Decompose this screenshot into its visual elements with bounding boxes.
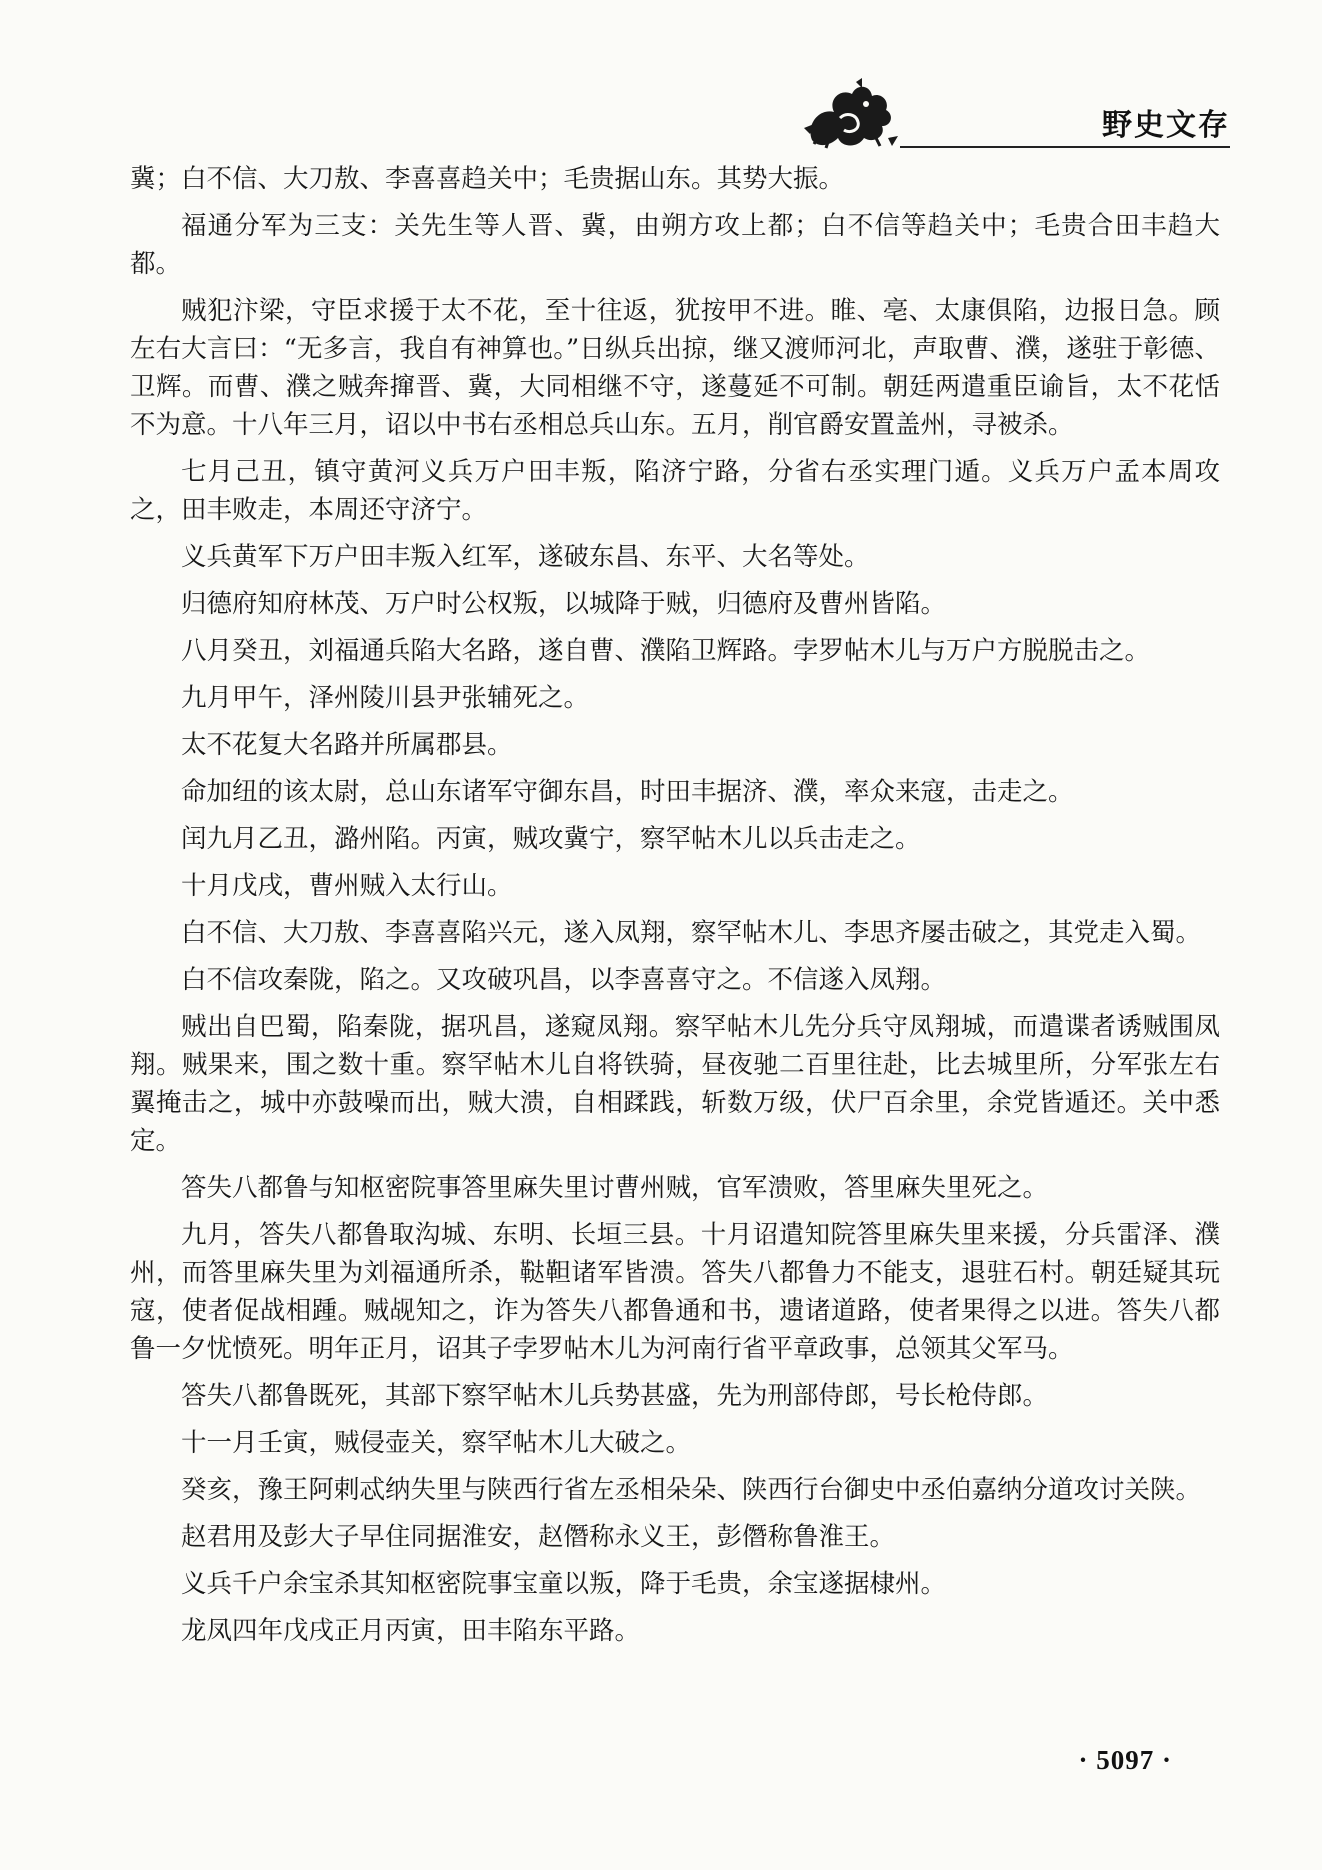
running-header [800, 78, 1230, 158]
paragraph: 八月癸丑，刘福通兵陷大名路，遂自曹、濮陷卫辉路。孛罗帖木儿与万户方脱脱击之。 [181, 636, 1151, 666]
dragon-emblem-icon [800, 78, 900, 158]
paragraph: 赵君用及彭大子早住同据淮安，赵僭称永义王，彭僭称鲁淮王。 [181, 1522, 896, 1552]
paragraph: 太不花复大名路并所属郡县。 [181, 730, 513, 760]
paragraph: 十一月壬寅，贼侵壶关，察罕帖木儿大破之。 [181, 1428, 692, 1458]
paragraph: 冀；白不信、大刀敖、李喜喜趋关中；毛贵据山东。其势大振。 [130, 164, 845, 194]
paragraph: 命加纽的该太尉，总山东诸军守御东昌，时田丰据济、濮，率众来寇，击走之。 [181, 777, 1074, 807]
paragraph: 九月甲午，泽州陵川县尹张辅死之。 [181, 683, 590, 713]
body-text [130, 160, 1220, 1659]
paragraph: 闰九月乙丑，潞州陷。丙寅，贼攻冀宁，察罕帖木儿以兵击走之。 [181, 824, 921, 854]
page-number: · 5097 · [1078, 1745, 1172, 1775]
paragraph: 癸亥，豫王阿剌忒纳失里与陕西行省左丞相朵朵、陕西行台御史中丞伯嘉纳分道攻讨关陕。 [181, 1475, 1202, 1505]
paragraph: 白不信攻秦陇，陷之。又攻破巩昌，以李喜喜守之。不信遂入凤翔。 [181, 965, 947, 995]
paragraph: 贼出自巴蜀，陷秦陇，据巩昌，遂窥凤翔。察罕帖木儿先分兵守凤翔城，而遣谍者诱贼围凤翔。贼果来，围之数十重。察罕帖木儿自将铁骑，昼夜驰二百里往赴，比去城里所，分军张左右翼掩击之，城中亦鼓噪而出，贼大溃，自相蹂践，斩数万级，伏尸百余里，余党皆遁还。关中悉定。 [130, 1012, 1220, 1156]
paragraph: 答失八都鲁既死，其部下察罕帖木儿兵势甚盛，先为刑部侍郎，号长枪侍郎。 [181, 1381, 1049, 1411]
paragraph: 归德府知府林茂、万户时公权叛，以城降于贼，归德府及曹州皆陷。 [181, 589, 947, 619]
paragraph: 七月己丑，镇守黄河义兵万户田丰叛，陷济宁路，分省右丞实理门遁。义兵万户孟本周攻之，田丰败走，本周还守济宁。 [130, 457, 1220, 525]
paragraph: 答失八都鲁与知枢密院事答里麻失里讨曹州贼，官军溃败，答里麻失里死之。 [181, 1173, 1049, 1203]
paragraph: 贼犯汴梁，守臣求援于太不花，至十往返，犹按甲不进。睢、亳、太康俱陷，边报日急。顾左右大言曰：“无多言，我自有神算也。”日纵兵出掠，继又渡师河北，声取曹、濮，遂驻于彰德、卫辉。而曹、濮之贼奔撺晋、冀，大同相继不守，遂蔓延不可制。朝廷两遣重臣谕旨，太不花恬不为意。十八年三月，诏以中书右丞相总兵山东。五月，削官爵安置盖州，寻被杀。 [130, 296, 1220, 440]
paragraph: 十月戊戌，曹州贼入太行山。 [181, 871, 513, 901]
paragraph: 白不信、大刀敖、李喜喜陷兴元，遂入凤翔，察罕帖木儿、李思齐屡击破之，其党走入蜀。 [181, 918, 1202, 948]
series-title: 野史文存 [1102, 108, 1230, 143]
paragraph: 福通分军为三支：关先生等人晋、冀，由朔方攻上都；白不信等趋关中；毛贵合田丰趋大都。 [130, 211, 1220, 279]
paragraph: 龙凤四年戊戌正月丙寅，田丰陷东平路。 [181, 1616, 641, 1646]
header-rule [900, 146, 1230, 148]
paragraph: 义兵黄军下万户田丰叛入红军，遂破东昌、东平、大名等处。 [181, 542, 870, 572]
paragraph: 九月，答失八都鲁取沟城、东明、长垣三县。十月诏遣知院答里麻失里来援，分兵雷泽、濮州，而答里麻失里为刘福通所杀，鞑靼诸军皆溃。答失八都鲁力不能支，退驻石村。朝廷疑其玩寇，使者促战相踵。贼觇知之，诈为答失八都鲁通和书，遗诸道路，使者果得之以进。答失八都鲁一夕忧愤死。明年正月，诏其子孛罗帖木儿为河南行省平章政事，总领其父军马。 [130, 1220, 1220, 1364]
paragraph: 义兵千户余宝杀其知枢密院事宝童以叛，降于毛贵，余宝遂据棣州。 [181, 1569, 947, 1599]
